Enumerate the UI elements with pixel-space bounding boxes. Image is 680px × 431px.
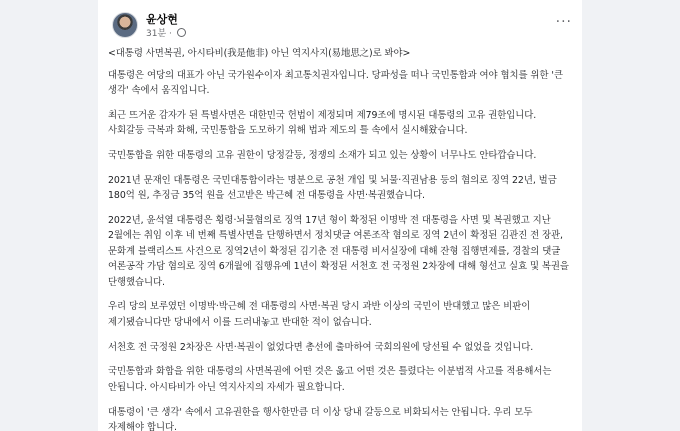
globe-icon bbox=[177, 28, 186, 37]
post-paragraph: 국민통합과 화합을 위한 대통령의 사면복권에 어떤 것은 옳고 어떤 것은 틀렸다는 이분법적 사고를 적용해서는 안됩니다. 아시타비가 아닌 역지사지의 자세가 필요합니다. bbox=[108, 366, 552, 393]
author-name[interactable]: 윤상현 bbox=[146, 13, 178, 26]
post-time[interactable]: 31분 bbox=[146, 29, 167, 39]
dot-separator: · bbox=[169, 29, 175, 39]
post-header bbox=[112, 10, 572, 40]
more-options-button[interactable]: ··· bbox=[555, 14, 572, 30]
post-paragraph: 대통령은 여당의 대표가 아닌 국가원수이자 최고통치권자입니다. 당파성을 떠나 국민통합과 여야 협치를 위한 '큰 생각' 속에서 움직입니다. bbox=[108, 69, 563, 96]
post-headline: <대통령 사면복권, 아시타비(我是他非) 아닌 역지사지(易地思之)로 봐야> bbox=[108, 48, 411, 59]
post-body bbox=[108, 46, 570, 431]
avatar[interactable] bbox=[112, 12, 138, 38]
post-paragraph: 국민통합을 위한 대통령의 고유 권한이 당정갈등, 정쟁의 소재가 되고 있는 상황이 너무나도 안타깝습니다. bbox=[108, 149, 537, 161]
post-paragraph: 2022년, 윤석열 대통령은 횡령·뇌물혐의로 징역 17년 형이 확정된 이명박 전 대통령을 사면 및 복권했고 지난 2월에는 취임 이후 네 번째 특별사면을 단행하면서 정치댓글 여론조작 혐의로 징역 2년이 확정된 김관진 전 장관, 문화계 블랙리스트 사건으로 징역2년이 확정된 김기춘 전 대통령 비서실장에 대해 잔형 집행면제를, 경찰의 댓글 여론공작 가담 혐의로 징역 6개월에 집행유예 1년이 확정된 서천호 전 국정원 2차장에 대해 형선고 실효 및 복권을 단행했습니다. bbox=[108, 214, 569, 288]
post-paragraph: 2021년 문재인 대통령은 국민대통합이라는 명분으로 공천 개입 및 뇌물·직권남용 등의 혐의로 징역 22년, 벌금 180억 원, 추징금 35억 원을 선고받은 박근혜 전 대통령을 사면·복권했습니다. bbox=[108, 174, 557, 202]
post-paragraph: 최근 뜨거운 감자가 된 특별사면은 대한민국 헌법이 제정되며 제79조에 명시된 대통령의 고유 권한입니다. 사회갈등 극복과 화해, 국민통합을 도모하기 위해 법과 제도의 틀 속에서 실시해왔습니다. bbox=[108, 109, 537, 137]
post-paragraph: 서천호 전 국정원 2차장은 사면·복권이 없었다면 총선에 출마하여 국회의원에 당선될 수 없었을 것입니다. bbox=[108, 341, 534, 353]
post-paragraph: 대통령이 '큰 생각' 속에서 고유권한을 행사한만큼 더 이상 당내 갈등으로 비화되서는 안됩니다. 우리 모두 자제해야 합니다. bbox=[108, 406, 533, 431]
post-card bbox=[98, 0, 582, 431]
post-paragraph: 우리 당의 보루였던 이명박·박근혜 전 대통령의 사면·복권 당시 과반 이상의 국민이 반대했고 많은 비판이 제기됐습니다만 당내에서 이를 드러내놓고 반대한 적이 없습니다. bbox=[108, 301, 531, 328]
post-meta bbox=[146, 26, 186, 39]
